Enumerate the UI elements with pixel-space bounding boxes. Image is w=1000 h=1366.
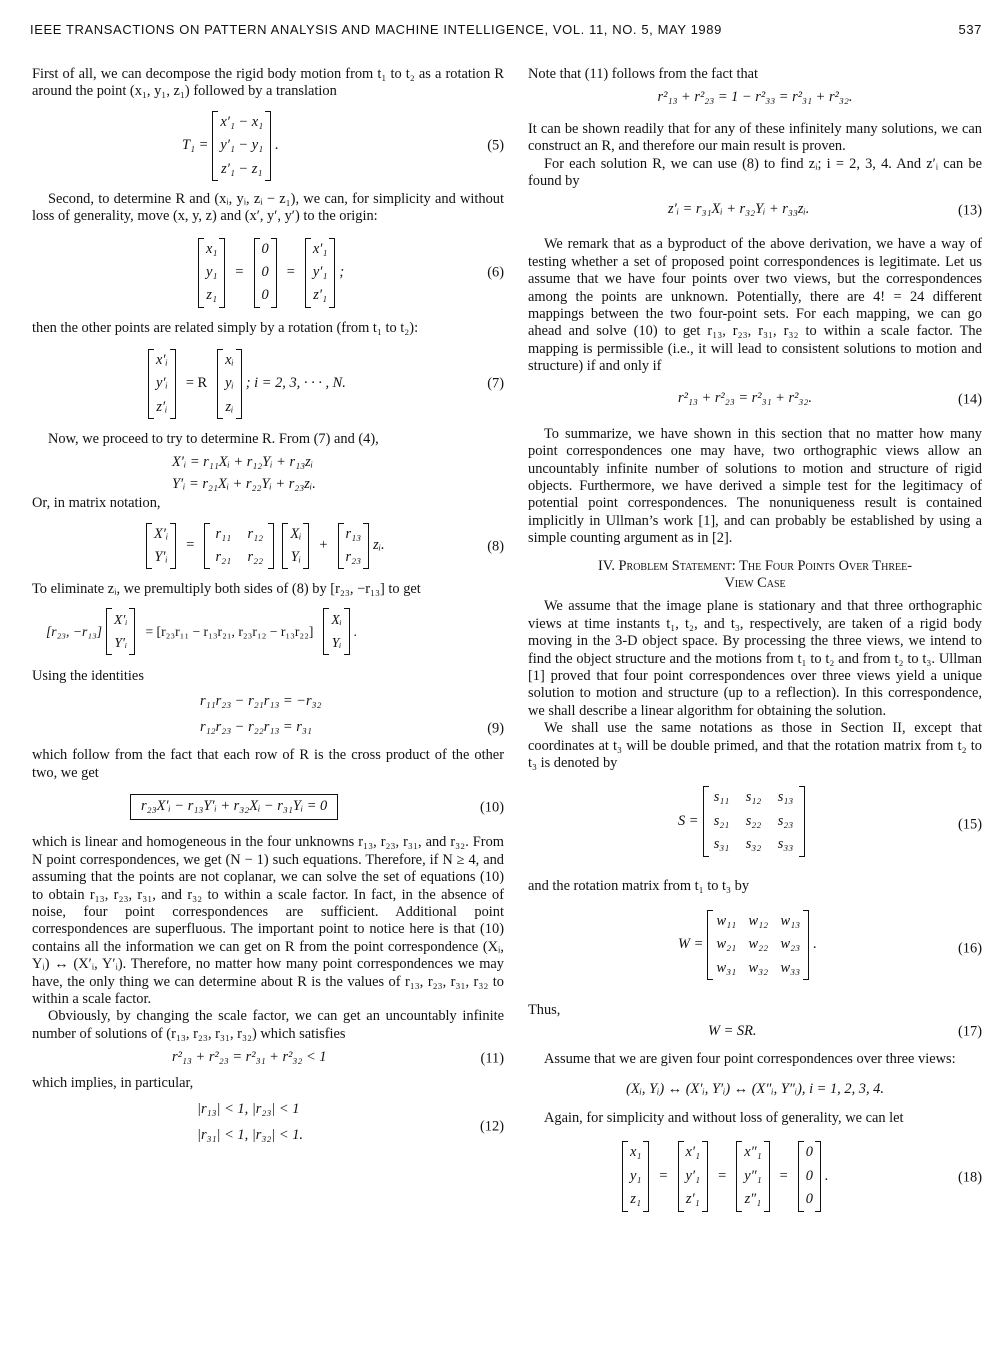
paragraph: Assume that we are given four point correspondences over three views: <box>544 1051 956 1068</box>
equation-14 <box>528 386 982 414</box>
matrix-cell: w₁₁ <box>716 912 737 929</box>
matrix <box>148 349 176 419</box>
eq-lhs: W = <box>678 936 704 953</box>
matrix-cell: w₃₃ <box>780 959 801 976</box>
equation-number: (13) <box>958 202 982 219</box>
paragraph: Or, in matrix notation, <box>32 495 161 512</box>
eq-tail: ; i = 2, 3, · · · , N. <box>245 375 346 392</box>
equation-12 <box>32 1101 504 1153</box>
paragraph: Second, to determine R and (xᵢ, yᵢ, zᵢ − z₁), we can, for simplicity and without loss of generality, move (x, y, z) and (x′, y′, y′) to the origin: <box>32 190 504 225</box>
matrix-cell: w₂₁ <box>716 936 737 953</box>
matrix <box>282 523 309 570</box>
matrix-cell: y′ᵢ <box>156 375 168 392</box>
paragraph: Again, for simplicity and without loss of generality, we can let <box>544 1110 904 1127</box>
equation-number: (9) <box>487 720 504 737</box>
eq-tail: . <box>353 623 358 639</box>
matrix-cell: z′₁ <box>313 287 327 304</box>
equation: r²₁₃ + r²₂₃ = 1 − r²₃₃ = r²₃₁ + r²₃₂. <box>657 89 853 106</box>
equation-number: (16) <box>958 940 982 957</box>
matrix-cell: s₂₂ <box>745 812 762 829</box>
equation-number: (11) <box>480 1050 504 1067</box>
equals-sign: = <box>286 264 295 281</box>
equals-sign: = <box>779 1167 788 1184</box>
paragraph: Obviously, by changing the scale factor, we can get an uncountably infinite number of solutions of (r₁₃, r₂₃, r₃₁, r₃₂) which satisfies <box>32 1008 504 1042</box>
left-column <box>32 66 504 1153</box>
paragraph: Note that (11) follows from the fact that <box>528 66 759 82</box>
equation-premultiplied <box>32 604 504 662</box>
eq-tail: . <box>824 1167 829 1184</box>
matrix-cell: z′₁ − z₁ <box>221 160 263 177</box>
matrix <box>212 111 271 181</box>
matrix-cell: y₁ <box>206 264 218 281</box>
paragraph: It can be shown readily that for any of these infinitely many solutions, we can construct an R, and therefore our main result is proven. <box>528 120 982 155</box>
page-number: 537 <box>958 22 982 37</box>
equation-9 <box>32 693 504 743</box>
section-heading-line: IV. Problem Statement: The Four Points Over Three- <box>598 557 912 574</box>
equation-number: (17) <box>958 1023 982 1040</box>
equals-sign: = <box>235 264 244 281</box>
matrix-cell: Y′ᵢ <box>154 549 168 566</box>
matrix-cell: s₃₁ <box>713 836 730 853</box>
matrix-cell: w₃₁ <box>716 959 737 976</box>
matrix <box>323 608 349 655</box>
matrix-cell: zᵢ <box>225 398 234 415</box>
paragraph: We assume that the image plane is stationary and that three orthographic views at time instants t₁, t₂, and t₃, respectively, are taken of a rigid body moving in the 3-D object space. By processing the three views, we intend to find the object structure and the motions from t₁ to t₂ and from t₂ to t₃. Ullman [1] proved that four point correspondences over three views yield a unique solution to motion and structure (up to a reflection). In this correspondence, we shall describe a linear algorithm for obtaining the solution. <box>528 598 982 719</box>
matrix-cell: r₁₃ <box>345 525 362 542</box>
paragraph: which follow from the fact that each row of R is the cross product of the other two, we get <box>32 747 504 781</box>
paragraph: First of all, we can decompose the rigid body motion from t₁ to t₂ as a rotation R around the point (x₁, y₁, z₁) followed by a translation <box>32 66 504 100</box>
eq-lhs: S = <box>678 812 699 829</box>
matrix-cell: Xᵢ <box>290 525 302 542</box>
matrix <box>338 523 370 570</box>
matrix-cell: z′₁ <box>685 1191 700 1208</box>
paragraph: which is linear and homogeneous in the four unknowns r₁₃, r₂₃, r₃₁, and r₃₂. From N point correspondences, we get (N − 1) such equations. Therefore, if N ≥ 4, and assuming that the points are not coplanar, we can solve the set of equations (10) to obtain r₁₃, r₂₃, r₃₁, and r₃₂ to within a scale factor. In fact, in the absence of noise, four point correspondences are sufficient. Additional point correspondences are superfluous. The important point to notice here is that (10) contains all the information we can get on R from the point correspondence (Xᵢ, Yᵢ) ↔ (X′ᵢ, Y′ᵢ). Therefore, no matter how many point correspondences we may have, the only thing we can determine about R is the values of r₁₃, r₂₃, r₃₁, r₃₂ to within a scale factor. <box>32 834 504 1007</box>
matrix-cell: z″₁ <box>744 1191 762 1208</box>
equation-13 <box>528 198 982 224</box>
matrix-cell: y′₁ <box>312 264 328 281</box>
matrix <box>106 608 135 655</box>
matrix-cell: 0 <box>261 240 269 257</box>
matrix <box>146 523 176 570</box>
equation-number: (14) <box>958 390 982 407</box>
matrix-cell: x″₁ <box>744 1144 762 1161</box>
equals-sign: = <box>186 537 195 554</box>
matrix-cell: r₂₂ <box>247 549 264 566</box>
matrix-cell: s₁₃ <box>777 789 794 806</box>
equation-7 <box>32 343 504 425</box>
equation-5 <box>32 107 504 185</box>
matrix-cell: X′ᵢ <box>154 525 169 542</box>
matrix <box>736 1141 769 1211</box>
matrix <box>204 523 274 570</box>
equation-number: (8) <box>487 537 504 554</box>
equals-sign: = <box>718 1167 727 1184</box>
eq14-body: r²₁₃ + r²₂₃ = r²₃₁ + r²₃₂. <box>678 389 812 406</box>
matrix <box>678 1141 709 1211</box>
plus-sign: + <box>319 537 328 554</box>
eq9-line-b: r₁₂r₂₃ − r₂₂r₁₃ = r₃₁ <box>200 719 312 736</box>
matrix-cell: xᵢ <box>225 352 234 369</box>
matrix-cell: Yᵢ <box>331 635 342 651</box>
eq13-body: z′ᵢ = r₃₁Xᵢ + r₃₂Yᵢ + r₃₃zᵢ. <box>668 201 810 218</box>
matrix-cell: r₂₁ <box>215 549 232 566</box>
matrix <box>707 910 809 980</box>
equation-11 <box>32 1047 504 1071</box>
equation-16 <box>528 906 982 992</box>
matrix-cell: w₂₂ <box>748 936 769 953</box>
matrix-cell: 0 <box>805 1144 813 1161</box>
paragraph: To eliminate zᵢ, we premultiply both sides of (8) by [r₂₃, −r₁₃] to get <box>32 580 421 597</box>
paragraph: and the rotation matrix from t₁ to t₃ by <box>528 878 750 895</box>
matrix <box>254 238 277 308</box>
matrix <box>798 1141 821 1211</box>
matrix-cell: w₁₃ <box>780 912 801 929</box>
eq17-body: W = SR. <box>708 1023 757 1040</box>
boxed-equation: r₂₃X′ᵢ − r₁₃Y′ᵢ + r₃₂Xᵢ − r₃₁Yᵢ = 0 <box>130 794 338 819</box>
paragraph: Using the identities <box>32 668 144 685</box>
paragraph: Thus, <box>528 1001 561 1018</box>
running-head: IEEE TRANSACTIONS ON PATTERN ANALYSIS AND MACHINE INTELLIGENCE, VOL. 11, NO. 5, MAY 1989 <box>30 22 722 37</box>
equation-number: (6) <box>487 263 504 280</box>
matrix-cell: x₁ <box>206 240 218 257</box>
matrix-cell: 0 <box>261 264 269 281</box>
matrix <box>622 1141 649 1211</box>
equals-sign: = <box>659 1167 668 1184</box>
matrix <box>703 786 805 856</box>
equation-number: (7) <box>487 375 504 392</box>
matrix-cell: y″₁ <box>744 1167 762 1184</box>
matrix-cell: s₂₃ <box>777 812 794 829</box>
matrix-cell: s₁₂ <box>745 789 762 806</box>
equation-10 <box>32 790 504 826</box>
eq-tail: zᵢ. <box>373 537 385 554</box>
matrix-cell: x′ᵢ <box>156 352 168 369</box>
matrix-cell: w₃₂ <box>748 959 769 976</box>
paragraph: We shall use the same notations as those in Section II, except that coordinates at t₃ will be double primed, and that the rotation matrix from t₂ to t₃ is denoted by <box>528 720 982 771</box>
equation-15 <box>528 782 982 868</box>
equation: X′ᵢ = r₁₁Xᵢ + r₁₂Yᵢ + r₁₃zᵢ <box>172 454 313 471</box>
paragraph: For each solution R, we can use (8) to find zᵢ; i = 2, 3, 4. And z′ᵢ can be found by <box>528 155 982 190</box>
eq11-body: r²₁₃ + r²₂₃ = r²₃₁ + r²₃₂ < 1 <box>172 1049 327 1066</box>
matrix-cell: r₁₁ <box>215 525 232 542</box>
paragraph: To summarize, we have shown in this section that no matter how many point correspondences one may have, two orthographic views allow an uncountably infinite number of solutions to motion and structure of rigid objects. Furthermore, we have derived a simple test for the legitimacy of potential point correspondences. The nonuniqueness result is contained implicitly in Ullman’s work [1], and can probably be established by using a simple counting argument as in [2]. <box>528 425 982 547</box>
equation-number: (18) <box>958 1169 982 1186</box>
matrix-cell: s₂₁ <box>713 812 730 829</box>
eq-tail: . <box>275 137 279 154</box>
matrix-cell: x′₁ <box>685 1144 701 1161</box>
running-header <box>30 22 982 44</box>
matrix <box>198 238 225 308</box>
matrix-cell: w₁₂ <box>748 912 769 929</box>
equation: (Xᵢ, Yᵢ) ↔ (X′ᵢ, Y′ᵢ) ↔ (X″ᵢ, Y″ᵢ), i = 1, 2, 3, 4. <box>626 1080 884 1097</box>
eq-mid: = R <box>185 375 208 392</box>
eq-tail: ; <box>339 264 345 281</box>
matrix-cell: 0 <box>261 287 269 304</box>
equation-18 <box>528 1137 982 1219</box>
paragraph: then the other points are related simply by a rotation (from t₁ to t₂): <box>32 319 419 336</box>
matrix-cell: x′₁ <box>312 240 328 257</box>
section-heading-line: View Case <box>724 574 786 591</box>
matrix-cell: x′₁ − x₁ <box>220 113 264 130</box>
matrix-cell: Yᵢ <box>290 549 302 566</box>
equation-number: (12) <box>480 1117 504 1134</box>
matrix-cell: y₁ <box>630 1167 642 1184</box>
matrix-cell: 0 <box>805 1191 813 1208</box>
matrix-cell: s₃₂ <box>745 836 762 853</box>
matrix-cell: z₁ <box>630 1191 641 1208</box>
equation-6 <box>32 232 504 314</box>
matrix <box>305 238 336 308</box>
equation-number: (10) <box>480 799 504 816</box>
equation-17 <box>528 1021 982 1043</box>
eq-lhs: T₁ = <box>182 137 209 154</box>
eq9-line-a: r₁₁r₂₃ − r₂₁r₁₃ = −r₃₂ <box>200 693 322 710</box>
matrix-cell: X′ᵢ <box>114 612 128 628</box>
eq-lhs: [r₂₃, −r₁₃] <box>46 623 103 639</box>
eq12-line-b: |r₃₁| < 1, |r₃₂| < 1. <box>197 1126 304 1143</box>
equation-number: (5) <box>487 137 504 154</box>
matrix-cell: s₃₃ <box>777 836 794 853</box>
matrix-cell: Xᵢ <box>331 612 342 628</box>
matrix-cell: y′₁ − y₁ <box>220 137 264 154</box>
matrix-cell: y′₁ <box>685 1167 701 1184</box>
equation-8 <box>32 519 504 575</box>
matrix-cell: yᵢ <box>225 375 234 392</box>
matrix-cell: Y′ᵢ <box>114 635 128 651</box>
matrix-cell: x₁ <box>630 1144 642 1161</box>
matrix <box>217 349 242 419</box>
paragraph: We remark that as a byproduct of the above derivation, we have a way of testing whether a set of proposed point correspondences is legitimate. Let us assume that we have four points over two views, but the correspondences among the points are unknown. Potentially, there are 4! = 24 different mappings between the two four-point sets. For each mapping, we can go ahead and solve (10) to get r₁₃, r₂₃, r₃₁, r₃₂ to within a scale factor. The mapping is permissible (i.e., it will lead to consistent solutions to motion and structure) if and only if <box>528 236 982 375</box>
section-heading <box>528 558 982 593</box>
matrix-cell: z₁ <box>206 287 217 304</box>
matrix-cell: w₂₃ <box>780 936 801 953</box>
paragraph: which implies, in particular, <box>32 1075 194 1092</box>
right-column <box>528 66 982 1229</box>
matrix-cell: r₁₂ <box>247 525 264 542</box>
eq-tail: . <box>813 936 817 953</box>
matrix-cell: s₁₁ <box>713 789 730 806</box>
equation: Y′ᵢ = r₂₁Xᵢ + r₂₂Yᵢ + r₂₃zᵢ. <box>172 475 316 492</box>
matrix-cell: 0 <box>805 1167 813 1184</box>
matrix-cell: r₂₃ <box>345 549 362 566</box>
eq12-line-a: |r₁₃| < 1, |r₂₃| < 1 <box>197 1100 300 1117</box>
paragraph: Now, we proceed to try to determine R. From (7) and (4), <box>48 431 379 448</box>
equation-number: (15) <box>958 816 982 833</box>
matrix-cell: z′ᵢ <box>156 398 168 415</box>
eq-mid: = [r₂₃r₁₁ − r₁₃r₂₁, r₂₃r₁₂ − r₁₃r₂₂] <box>145 623 314 639</box>
